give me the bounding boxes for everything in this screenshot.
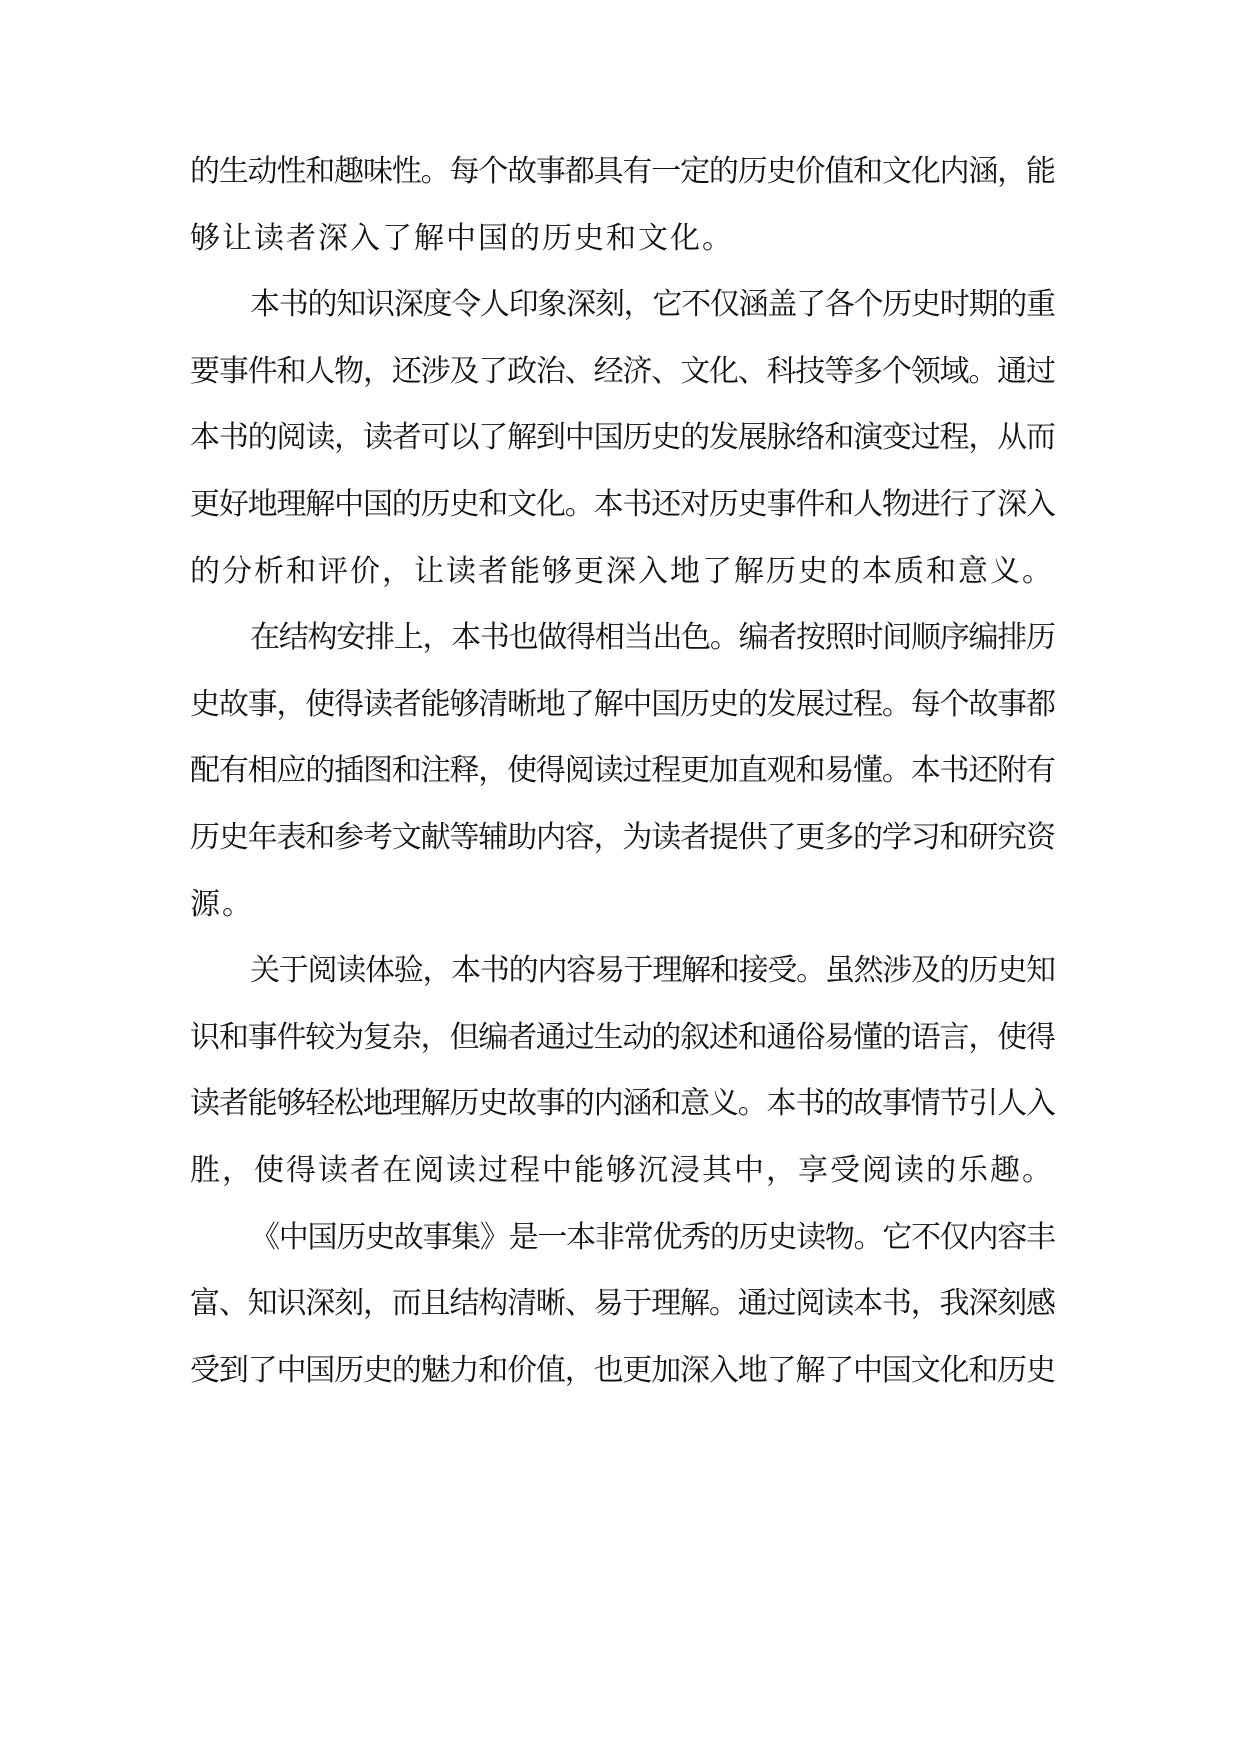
text-line: 要事件和人物，还涉及了政治、经济、文化、科技等多个领域。通过 [190,353,1055,389]
text-line: 的生动性和趣味性。每个故事都具有一定的历史价值和文化内涵，能 [190,154,1055,189]
paragraph-start-line: 关于阅读体验，本书的内容易于理解和接受。虽然涉及的历史知 [250,953,1055,989]
text-line: 的分析和评价，让读者能够更深入地了解历史的本质和意义。 [190,553,1054,589]
text-line: 胜，使得读者在阅读过程中能够沉浸其中，享受阅读的乐趣。 [190,1152,1054,1188]
paragraph-start-line: 在结构安排上，本书也做得相当出色。编者按照时间顺序编排历 [250,620,1055,656]
text-line: 读者能够轻松地理解历史故事的内涵和意义。本书的故事情节引人入 [190,1086,1055,1122]
text-line: 受到了中国历史的魅力和价值，也更加深入地了解了中国文化和历史 [190,1352,1055,1388]
text-line: 富、知识深刻，而且结构清晰、易于理解。通过阅读本书，我深刻感 [190,1286,1055,1322]
text-line: 历史年表和参考文献等辅助内容，为读者提供了更多的学习和研究资 [190,819,1055,855]
text-line: 够让读者深入了解中国的历史和文化。 [190,220,734,256]
paragraph-start-line: 本书的知识深度令人印象深刻，它不仅涵盖了各个历史时期的重 [250,287,1055,323]
text-line: 源。 [190,886,254,922]
text-line: 更好地理解中国的历史和文化。本书还对历史事件和人物进行了深入 [190,486,1055,522]
paragraph-start-line: 《中国历史故事集》是一本非常优秀的历史读物。它不仅内容丰 [250,1219,1055,1255]
text-line: 识和事件较为复杂，但编者通过生动的叙述和通俗易懂的语言，使得 [190,1019,1055,1055]
text-line: 配有相应的插图和注释，使得阅读过程更加直观和易懂。本书还附有 [190,753,1055,789]
body-text [190,139,1056,1404]
text-line: 本书的阅读，读者可以了解到中国历史的发展脉络和演变过程，从而 [190,420,1055,456]
text-line: 史故事，使得读者能够清晰地了解中国历史的发展过程。每个故事都 [190,686,1055,722]
